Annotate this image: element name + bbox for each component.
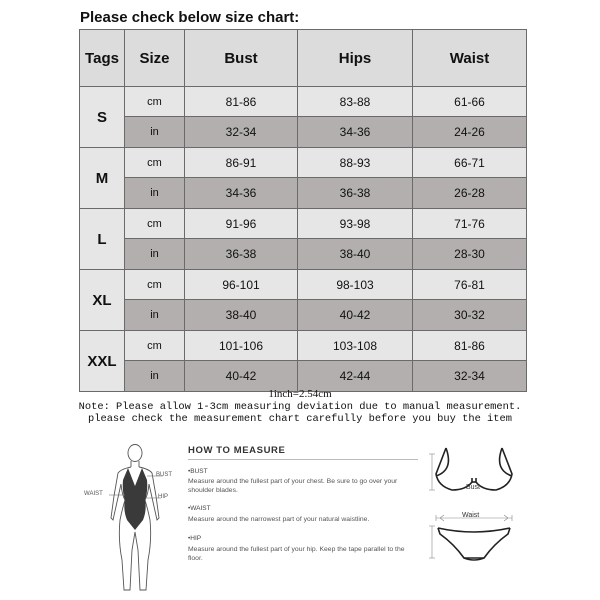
bust-cell: 91-96 (185, 209, 298, 239)
bikini-top-illustration (424, 440, 524, 502)
waist-cell: 61-66 (413, 87, 527, 117)
hips-cell: 83-88 (298, 87, 413, 117)
note-text-line-2: please check the measurement chart carefully before you buy the item (87, 413, 512, 425)
table-row (80, 300, 527, 331)
header-waist: Waist (413, 30, 527, 87)
table-row (80, 87, 527, 117)
size-tag: XXL (80, 331, 125, 392)
hip-measure-description: Measure around the fullest part of your hip. Keep the tape parallel to the floor. (188, 546, 405, 562)
hips-cell: 98-103 (298, 270, 413, 300)
waist-cell: 24-26 (413, 117, 527, 148)
waist-measure-label: •WAIST (188, 505, 211, 512)
unit-cell: in (125, 117, 185, 148)
waist-cell: 26-28 (413, 178, 527, 209)
unit-cell: cm (125, 209, 185, 239)
figure-bust-label: BUST (156, 472, 173, 478)
table-row (80, 331, 527, 361)
unit-cell: cm (125, 270, 185, 300)
note-text-line-1: Note: Please allow 1-3cm measuring deviation due to manual measurement. (78, 401, 522, 413)
hips-cell: 36-38 (298, 178, 413, 209)
waist-cell: 28-30 (413, 239, 527, 270)
bust-cell: 81-86 (185, 87, 298, 117)
unit-cell: in (125, 178, 185, 209)
hips-cell: 93-98 (298, 209, 413, 239)
bust-cell: 34-36 (185, 178, 298, 209)
figure-waist-label: WAIST (84, 491, 103, 497)
hips-cell: 34-36 (298, 117, 413, 148)
waist-cell: 32-34 (413, 361, 527, 392)
bust-cell: 32-34 (185, 117, 298, 148)
bust-measure-description: Measure around the fullest part of your chest. Be sure to go over your shoulder blades. (188, 478, 398, 494)
unit-cell: in (125, 300, 185, 331)
how-to-measure-heading: HOW TO MEASURE (188, 445, 286, 456)
hips-cell: 103-108 (298, 331, 413, 361)
table-row (80, 239, 527, 270)
size-tag: L (80, 209, 125, 270)
waist-cell: 76-81 (413, 270, 527, 300)
waist-cell: 71-76 (413, 209, 527, 239)
unit-cell: cm (125, 331, 185, 361)
table-row (80, 270, 527, 300)
table-row (80, 117, 527, 148)
unit-cell: in (125, 361, 185, 392)
body-figure-illustration (95, 440, 175, 600)
header-size: Size (125, 30, 185, 87)
unit-cell: in (125, 239, 185, 270)
hip-measure-label: •HIP (188, 535, 202, 542)
swimsuit-shape (123, 468, 148, 530)
waist-measure-description: Measure around the narrowest part of your natural waistline. (188, 516, 370, 523)
table-row (80, 148, 527, 178)
product-waist-label: Waist (462, 512, 480, 519)
product-bust-label: Bust (466, 484, 481, 491)
size-chart-table (79, 29, 527, 392)
table-row (80, 209, 527, 239)
table-header-row (80, 30, 527, 87)
bust-cell: 36-38 (185, 239, 298, 270)
unit-cell: cm (125, 148, 185, 178)
table-row (80, 361, 527, 392)
table-row (80, 178, 527, 209)
unit-cell: cm (125, 87, 185, 117)
bust-cell: 40-42 (185, 361, 298, 392)
figure-hip-label: HIP (158, 494, 169, 500)
waist-cell: 30-32 (413, 300, 527, 331)
hips-cell: 40-42 (298, 300, 413, 331)
header-bust: Bust (185, 30, 298, 87)
waist-cell: 66-71 (413, 148, 527, 178)
bust-cell: 101-106 (185, 331, 298, 361)
hips-cell: 88-93 (298, 148, 413, 178)
waist-cell: 81-86 (413, 331, 527, 361)
size-tag: S (80, 87, 125, 148)
bikini-bottom-illustration (424, 510, 524, 572)
header-hips: Hips (298, 30, 413, 87)
page-title: Please check below size chart: (80, 9, 300, 26)
bust-cell: 86-91 (185, 148, 298, 178)
bust-cell: 38-40 (185, 300, 298, 331)
hips-cell: 42-44 (298, 361, 413, 392)
size-tag: M (80, 148, 125, 209)
bust-cell: 96-101 (185, 270, 298, 300)
unit-conversion-text: 1inch=2.54cm (268, 388, 332, 400)
heading-divider (188, 459, 418, 460)
hips-cell: 38-40 (298, 239, 413, 270)
header-tags: Tags (80, 30, 125, 87)
bust-measure-label: •BUST (188, 468, 208, 475)
size-tag: XL (80, 270, 125, 331)
